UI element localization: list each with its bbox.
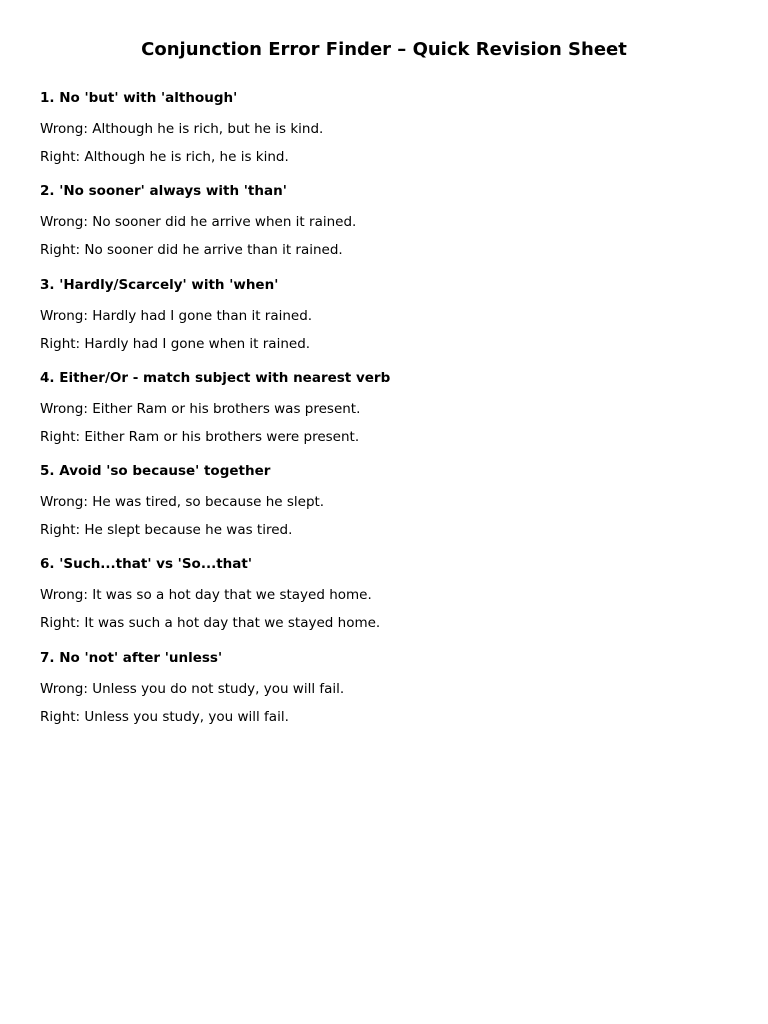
right-example: Right: Either Ram or his brothers were present. — [40, 428, 360, 445]
wrong-example: Wrong: Although he is rich, but he is kind. — [40, 121, 324, 137]
rule-section — [40, 276, 740, 369]
rule-heading: 1. No 'but' with 'although' — [40, 90, 238, 106]
right-example: Right: Hardly had I gone when it rained. — [40, 335, 311, 352]
wrong-example: Wrong: He was tired, so because he slept. — [40, 494, 325, 511]
rule-section — [40, 89, 740, 182]
right-example: Right: He slept because he was tired. — [40, 522, 293, 539]
right-example: Right: No sooner did he arrive than it rained. — [40, 242, 343, 259]
rule-heading: 4. Either/Or - match subject with nearest verb — [40, 369, 391, 386]
rule-heading: 7. No 'not' after 'unless' — [40, 649, 223, 666]
page-title: Conjunction Error Finder – Quick Revision Sheet — [141, 39, 627, 60]
wrong-example: Wrong: It was so a hot day that we stayed home. — [40, 587, 372, 604]
right-example: Right: Unless you study, you will fail. — [40, 708, 289, 725]
wrong-example: Wrong: Hardly had I gone than it rained. — [40, 307, 313, 324]
rules-list — [40, 89, 740, 742]
wrong-example: Wrong: Either Ram or his brothers was present. — [40, 400, 361, 417]
rule-heading: 6. 'Such...that' vs 'So...that' — [40, 556, 252, 573]
wrong-example: Wrong: Unless you do not study, you will fail. — [40, 680, 345, 697]
rule-section — [40, 462, 740, 555]
rule-section — [40, 555, 740, 648]
rule-section — [40, 649, 740, 742]
rule-heading: 2. 'No sooner' always with 'than' — [40, 183, 287, 200]
rule-heading: 3. 'Hardly/Scarcely' with 'when' — [40, 276, 279, 293]
rule-section — [40, 369, 740, 462]
rule-section — [40, 182, 740, 275]
rule-heading: 5. Avoid 'so because' together — [40, 463, 271, 480]
wrong-example: Wrong: No sooner did he arrive when it rained. — [40, 214, 357, 231]
right-example: Right: Although he is rich, he is kind. — [40, 149, 289, 165]
right-example: Right: It was such a hot day that we stayed home. — [40, 615, 381, 632]
